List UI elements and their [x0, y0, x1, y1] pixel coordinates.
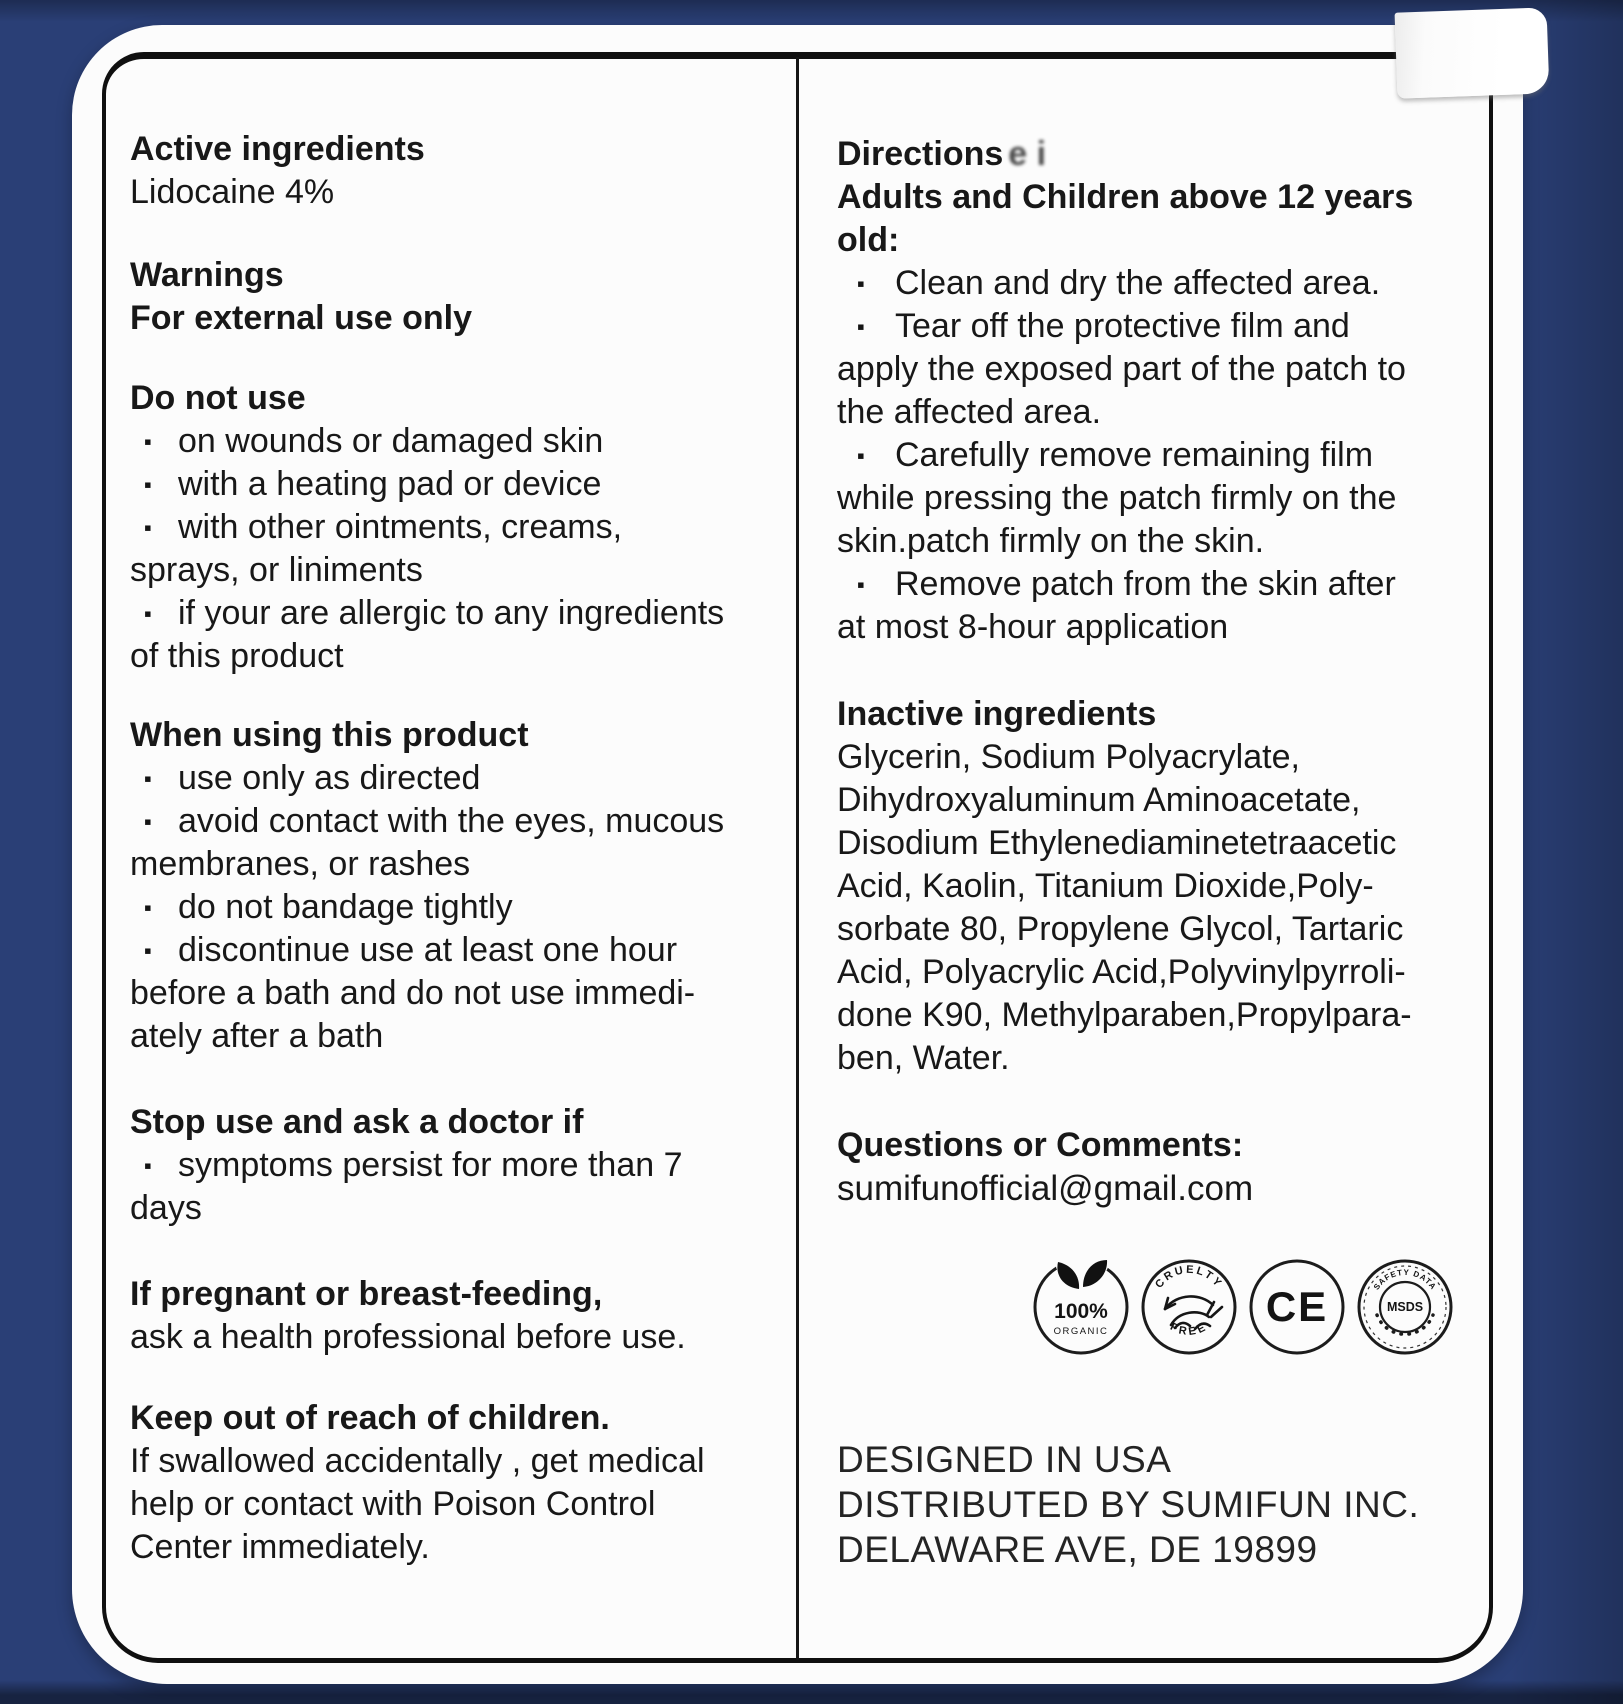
keep-out-heading: Keep out of reach of children.: [130, 1399, 610, 1437]
when-using-item-cont: membranes, or rashes: [130, 845, 471, 883]
section-stop-use: [130, 1101, 780, 1230]
cruelty-free-badge: [1139, 1257, 1239, 1357]
distributor-line: DISTRIBUTED BY SUMIFUN INC.: [837, 1484, 1420, 1525]
directions-heading: Directions e i: [837, 135, 1047, 173]
do-not-use-heading: Do not use: [130, 379, 306, 417]
do-not-use-item: ▪ on wounds or damaged skin: [130, 420, 780, 463]
directions-step-cont: apply the exposed part of the patch to: [837, 350, 1406, 388]
directions-step-cont: while pressing the patch firmly on the: [837, 479, 1397, 517]
section-warnings: [130, 254, 780, 340]
stop-use-item-cont: days: [130, 1189, 202, 1227]
directions-step: ▪ Carefully remove remaining film: [837, 434, 1487, 477]
do-not-use-item-cont: sprays, or liniments: [130, 551, 423, 589]
organic-word-text: ORGANIC: [1053, 1326, 1109, 1337]
when-using-item: ▪ use only as directed: [130, 757, 780, 800]
do-not-use-item: ▪ if your are allergic to any ingredients: [130, 592, 780, 635]
section-pregnant: [130, 1273, 780, 1359]
active-ingredient-value: Lidocaine 4%: [130, 173, 335, 211]
free-arc-text: FREE: [1168, 1320, 1210, 1339]
right-column: [837, 133, 1487, 1572]
certification-badges: [1031, 1257, 1487, 1357]
stop-use-item: ▪ symptoms persist for more than 7: [130, 1144, 780, 1187]
when-using-item-cont: ately after a bath: [130, 1017, 384, 1055]
section-questions: [837, 1124, 1487, 1210]
keep-out-line: Center immediately.: [130, 1528, 430, 1566]
when-using-item: ▪ discontinue use at least one hour: [130, 929, 780, 972]
msds-badge: [1355, 1257, 1455, 1357]
inactive-line: Dihydroxyaluminum Aminoacetate,: [837, 781, 1361, 819]
inactive-line: Glycerin, Sodium Polyacrylate,: [837, 738, 1300, 776]
print-smudge: e i: [1008, 135, 1047, 173]
section-address: [837, 1437, 1487, 1572]
cruelty-arc-text: CRUELTY: [1153, 1263, 1225, 1291]
when-using-heading: When using this product: [130, 716, 529, 754]
when-using-item: ▪ avoid contact with the eyes, mucous: [130, 800, 780, 843]
do-not-use-item: ▪ with a heating pad or device: [130, 463, 780, 506]
organic-badge: [1031, 1257, 1131, 1357]
msds-center-text: MSDS: [1386, 1300, 1424, 1314]
label-corner-fold: [1395, 7, 1550, 98]
section-inactive: [837, 693, 1487, 1080]
inactive-line: Disodium Ethylenediaminetetraacetic: [837, 824, 1397, 862]
section-active-ingredients: [130, 128, 780, 214]
when-using-item: ▪ do not bandage tightly: [130, 886, 780, 929]
svg-text:FREE: [1168, 1321, 1210, 1338]
directions-subheading: Adults and Children above 12 years: [837, 178, 1414, 216]
directions-step: ▪ Clean and dry the affected area.: [837, 262, 1487, 305]
msds-arc-text: SAFETY DATA: [1371, 1267, 1439, 1292]
directions-subheading: old:: [837, 221, 900, 259]
active-ingredients-heading: Active ingredients: [130, 130, 425, 168]
ce-mark-text: CE: [1265, 1283, 1329, 1330]
external-use-line: For external use only: [130, 299, 472, 337]
keep-out-line: help or contact with Poison Control: [130, 1485, 656, 1523]
inactive-line: ben, Water.: [837, 1039, 1010, 1077]
pregnant-line: ask a health professional before use.: [130, 1318, 686, 1356]
column-divider: [796, 57, 799, 1660]
inactive-line: Acid, Polyacrylic Acid,Polyvinylpyrroli-: [837, 953, 1406, 991]
directions-step-cont: the affected area.: [837, 393, 1102, 431]
section-children: [130, 1397, 780, 1569]
directions-step-cont: at most 8-hour application: [837, 608, 1229, 646]
inactive-line: done K90, Methylparaben,Propylpara-: [837, 996, 1412, 1034]
section-do-not-use: [130, 377, 780, 678]
inactive-heading: Inactive ingredients: [837, 695, 1157, 733]
do-not-use-item: ▪ with other ointments, creams,: [130, 506, 780, 549]
directions-step: ▪ Remove patch from the skin after: [837, 563, 1487, 606]
left-column: [130, 128, 780, 1569]
section-directions: [837, 133, 1487, 649]
organic-percent-text: 100%: [1054, 1300, 1108, 1323]
keep-out-line: If swallowed accidentally , get medical: [130, 1442, 705, 1480]
address-line: DELAWARE AVE, DE 19899: [837, 1529, 1318, 1570]
ce-badge: [1247, 1257, 1347, 1357]
questions-heading: Questions or Comments:: [837, 1126, 1244, 1164]
directions-step-cont: skin.patch firmly on the skin.: [837, 522, 1265, 560]
directions-step: ▪ Tear off the protective film and: [837, 305, 1487, 348]
inactive-line: sorbate 80, Propylene Glycol, Tartaric: [837, 910, 1404, 948]
designed-in-line: DESIGNED IN USA: [837, 1439, 1172, 1480]
warnings-heading: Warnings: [130, 256, 284, 294]
svg-text:SAFETY DATA: [1372, 1268, 1438, 1292]
inactive-line: Acid, Kaolin, Titanium Dioxide,Poly-: [837, 867, 1374, 905]
stop-use-heading: Stop use and ask a doctor if: [130, 1103, 584, 1141]
contact-email: sumifunofficial@gmail.com: [837, 1169, 1254, 1208]
section-when-using: [130, 714, 780, 1058]
do-not-use-item-cont: of this product: [130, 637, 344, 675]
when-using-item-cont: before a bath and do not use immedi-: [130, 974, 696, 1012]
pregnant-heading: If pregnant or breast-feeding,: [130, 1275, 603, 1313]
